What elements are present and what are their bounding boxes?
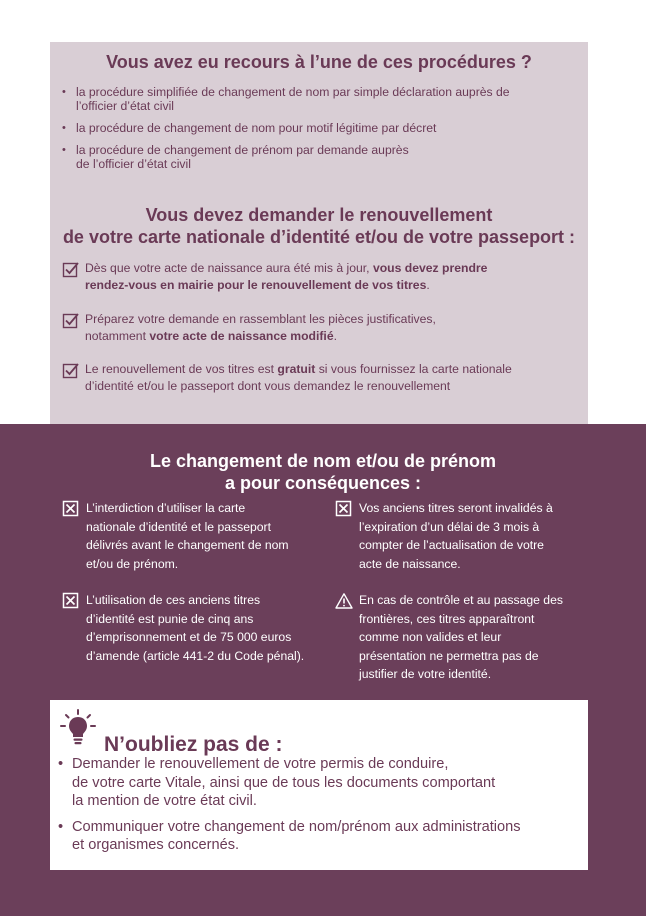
warning-icon	[335, 592, 353, 610]
crossed-box-icon	[62, 500, 80, 518]
crossed-box-icon	[335, 500, 353, 518]
list-item: • Demander le renouvellement de votre permis de conduire, de votre carte Vitale, ainsi que de tous les documents comportant la mention de votre état civil.	[58, 755, 583, 811]
consequence-item: Vos anciens titres seront invalidés à l’expiration d’un délai de 3 mois à compter de l’actualisation de votre acte de naissance.	[335, 499, 553, 573]
procedures-panel	[50, 42, 588, 424]
checkbox-checked-icon	[62, 261, 80, 279]
renewal-item-3: Le renouvellement de vos titres est gratuit si vous fournissez la carte nationale d’identité et/ou le passeport dont vous demandez le renouvellement	[62, 361, 567, 395]
consequence-item: L’utilisation de ces anciens titres d’identité est punie de cinq ans d’emprisonnement et de 75 000 euros d’amende (article 441-2 du Code pénal).	[62, 591, 304, 665]
list-item: • la procédure simplifiée de changement de nom par simple déclaration auprès de l’officier d’état civil	[62, 85, 572, 113]
renewal-item-1: Dès que votre acte de naissance aura été mis à jour, vous devez prendre rendez-vous en mairie pour le renouvellement de vos titres.	[62, 260, 567, 294]
crossed-box-icon	[62, 592, 80, 610]
reminder-panel	[50, 700, 588, 870]
consequences-title: Le changement de nom et/ou de prénom a pour conséquences :	[149, 450, 497, 493]
procedures-title: Vous avez eu recours à l’une de ces procédures ?	[106, 52, 532, 72]
lightbulb-icon	[58, 708, 98, 748]
consequence-item: L’interdiction d’utiliser la carte nationale d’identité et le passeport délivrés avant le changement de nom et/ou de prénom.	[62, 499, 289, 573]
list-item: • la procédure de changement de nom pour motif légitime par décret	[62, 121, 572, 135]
list-item: • la procédure de changement de prénom par demande auprès de l’officier d’état civil	[62, 143, 572, 171]
renewal-title: Vous devez demander le renouvellement de votre carte nationale d’identité et/ou de votre passeport :	[62, 205, 576, 247]
consequence-item: En cas de contrôle et au passage des frontières, ces titres apparaîtront comme non valides et leur présentation ne permettra pas de justifier de votre identité.	[335, 591, 563, 684]
reminder-list	[58, 755, 583, 862]
checkbox-checked-icon	[62, 312, 80, 330]
checkbox-checked-icon	[62, 362, 80, 380]
renewal-item-2: Préparez votre demande en rassemblant les pièces justificatives, notamment votre acte de naissance modifié.	[62, 311, 567, 345]
reminder-title: N’oubliez pas de :	[104, 733, 283, 757]
procedures-list	[62, 85, 572, 179]
list-item: • Communiquer votre changement de nom/prénom aux administrations et organismes concernés.	[58, 818, 583, 855]
